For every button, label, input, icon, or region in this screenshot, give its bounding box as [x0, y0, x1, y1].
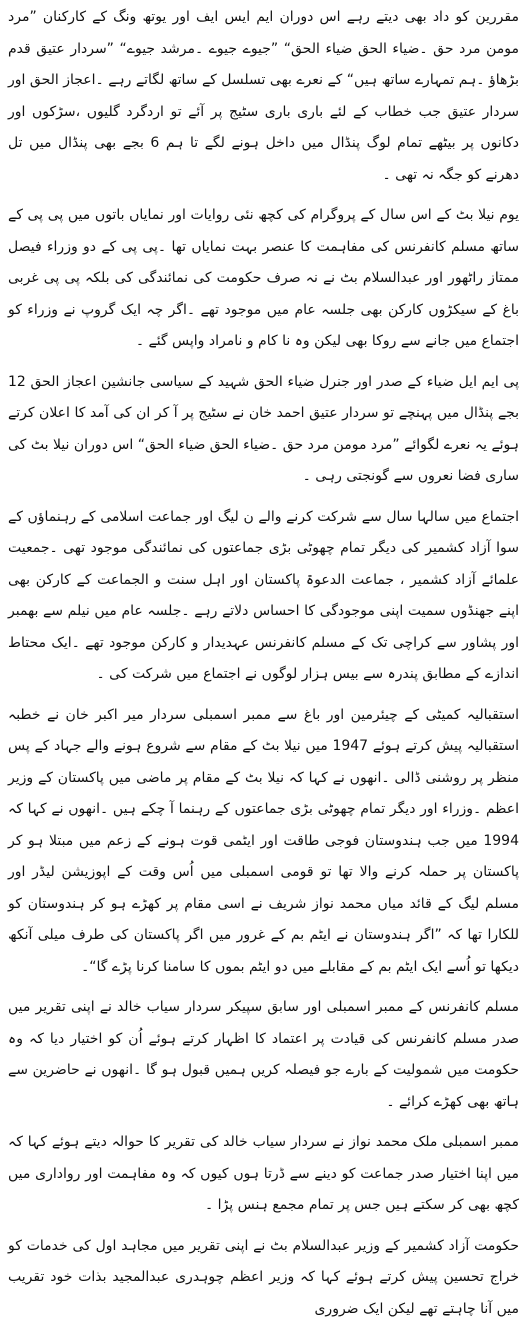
article-paragraph: پی ایم ایل ضیاء کے صدر اور جنرل ضیاء الحق شہید کے سیاسی جانشین اعجاز الحق 12 بجے پنڈال میں پہنچے تو سردار عتیق احمد خان نے سٹیج پر آ کر ان کی آمد کا اعلان کرتے ہوئے یہ نعرے لگوائے ”مرد مومن مرد حق ۔ضیاء الحق ضیاء الحق“ اس دوران نیلا بٹ کی ساری فضا نعروں سے گونجتی رہی ۔ [8, 367, 519, 493]
article-paragraph: حکومت آزاد کشمیر کے وزیر عبدالسلام بٹ نے اپنی تقریر میں مجاہد اول کی خدمات کو خراج تحسین پیش کرتے ہوئے کہا کہ وزیر اعظم چوہدری عبدالمجید بذات خود تقریب میں آنا چاہتے تھے لیکن ایک ضروری [8, 1231, 519, 1325]
article-paragraph: مقررین کو داد بھی دیتے رہے اس دوران ایم ایس ایف اور یوتھ ونگ کے کارکنان ”مرد مومن مرد حق ۔ضیاء الحق ضیاء الحق“ ”جیوے جیوے ۔مرشد جیوے“ ”سردار عتیق قدم بڑھاؤ ۔ہم تمہارے ساتھ ہیں“ کے نعرے بھی تسلسل کے ساتھ لگاتے رہے ۔اعجاز الحق اور سردار عتیق جب خطاب کے لئے باری باری سٹیج پر آئے تو اردگرد گلیوں ،سڑکوں اور دکانوں پر بیٹھے تمام لوگ پنڈال میں داخل ہونے لگے تا ہم 6 بجے بھی پنڈال میں تل دھرنے کو جگہ نہ تھی ۔ [8, 2, 519, 191]
article-paragraph: مسلم کانفرنس کے ممبر اسمبلی اور سابق سپیکر سردار سیاب خالد نے اپنی تقریر میں صدر مسلم کانفرنس کی قیادت پر اعتماد کا اظہار کرتے ہوئے اُن کو اختیار دیا کہ وہ حکومت میں شمولیت کے بارے جو فیصلہ کریں ہمیں قبول ہو گا ۔انھوں نے حاضرین سے ہاتھ بھی کھڑے کرائے ۔ [8, 992, 519, 1118]
article-paragraph: استقبالیہ کمیٹی کے چیئرمین اور باغ سے ممبر اسمبلی سردار میر اکبر خان نے خطبہ استقبالیہ پیش کرتے ہوئے 1947 میں نیلا بٹ کے مقام سے شروع ہونے والے جہاد کے پس منظر پر روشنی ڈالی ۔انھوں نے کہا کہ نیلا بٹ کے مقام پر ماضی میں پاکستان کے وزیر اعظم ۔وزراء اور دیگر تمام چھوٹی بڑی جماعتوں کے رہنما آ چکے ہیں ۔انھوں نے کہا کہ 1994 میں جب ہندوستان فوجی طاقت اور ایٹمی قوت ہونے کے زعم میں مبتلا ہو کر پاکستان پر حملہ کرنے والا تھا تو قومی اسمبلی میں اُس وقت کے اپوزیشن لیڈر اور مسلم لیگ کے قائد میاں محمد نواز شریف نے اسی مقام پر کھڑے ہو کر ہندوستان کو للکارا تھا کہ ”اگر ہندوستان نے ایٹم بم کے غرور میں اگر پاکستان کی طرف میلی آنکھ دیکھا تو اُسے ایک ایٹم بم کے مقابلے میں دو ایٹم بموں کا سامنا کرنا پڑے گا“۔ [8, 700, 519, 984]
article-paragraph: ممبر اسمبلی ملک محمد نواز نے سردار سیاب خالد کی تقریر کا حوالہ دیتے ہوئے کہا کہ میں اپنا اختیار صدر جماعت کو دینے سے ڈرتا ہوں کیوں کہ وہ مفاہمت اور رواداری میں کچھ بھی کر سکتے ہیں جس پر تمام مجمع ہنس پڑا ۔ [8, 1127, 519, 1222]
article-paragraph: یوم نیلا بٹ کے اس سال کے پروگرام کی کچھ نئی روایات اور نمایاں باتوں میں پی پی کے ساتھ مسلم کانفرنس کی مفاہمت کا عنصر بہت نمایاں تھا ۔پی پی کے دو وزراء فیصل ممتاز راٹھور اور عبدالسلام بٹ نے نہ صرف حکومت کی نمائندگی کی بلکہ پی پی غربی باغ کے سیکڑوں کارکن بھی جلسہ عام میں موجود تھے ۔اگر چہ ایک گروپ نے وزراء کو اجتماع میں جانے سے روکا بھی لیکن وہ نا کام و نامراد واپس گئے ۔ [8, 200, 519, 358]
article-paragraph: اجتماع میں سالہا سال سے شرکت کرنے والے ن لیگ اور جماعت اسلامی کے رہنماؤں کے سوا آزاد کشمیر کی دیگر تمام چھوٹی بڑی جماعتوں کی نمائندگی موجود تھی ۔جمعیت علمائے آزاد کشمیر ، جماعت الدعوۃ پاکستان اور اہل سنت و الجماعت کے کارکن بھی اپنے جھنڈوں سمیت اپنی موجودگی کا احساس دلاتے رہے ۔جلسہ عام میں نیلم سے بھمبر اور پشاور سے کراچی تک کے مسلم کانفرنس عہدیدار و کارکن موجود تھے ۔ایک محتاط اندازے کے مطابق پندرہ سے بیس ہزار لوگوں نے اجتماع میں شرکت کی ۔ [8, 502, 519, 691]
